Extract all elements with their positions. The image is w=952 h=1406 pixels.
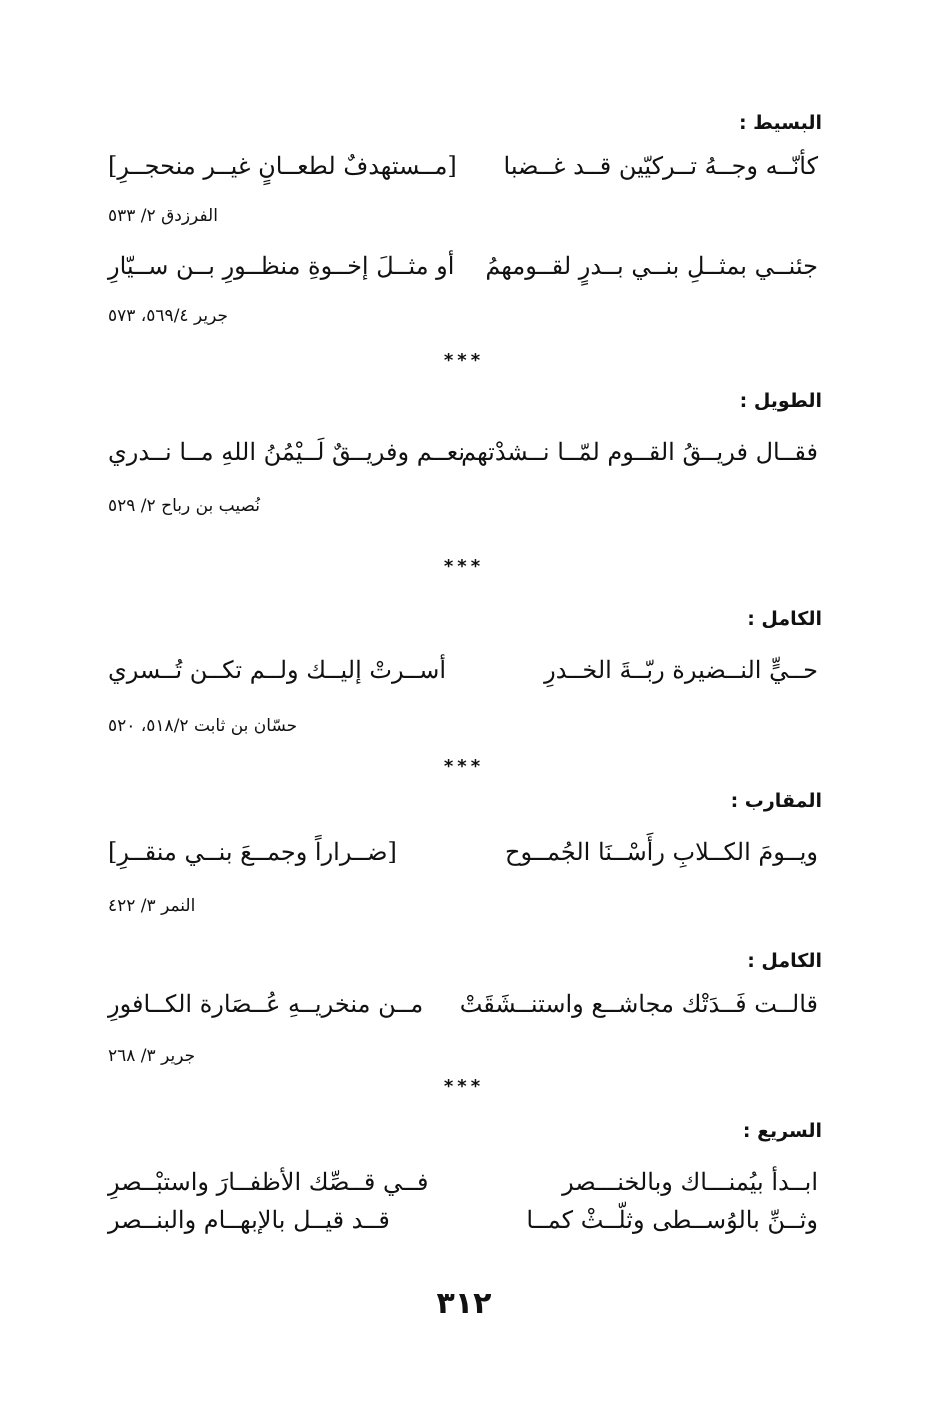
citation-text: النمر ٣/ ٤٢٢ [108, 896, 196, 916]
verse-second-hemistich: نعــم وفريــقٌ لَــيْمُنُ اللهِ مــا نــدري [108, 438, 465, 466]
citation-text: حسّان بن ثابت ٥١٨/٢، ٥٢٠ [108, 716, 298, 736]
verse-second-hemistich: [ضــراراً وجمــعَ بنــي منقــرِ] [108, 838, 397, 866]
verse-second-hemistich: مــن منخريــهِ عُــصَارة الكــافورِ [108, 990, 424, 1018]
citation [108, 496, 708, 516]
page-number: ٣١٢ [436, 1286, 492, 1321]
citation [108, 896, 708, 916]
verse-first-hemistich: فقــال فريــقُ القــوم لمّــا نــشدْتهم [461, 438, 818, 466]
verse-first-hemistich: ويــومَ الكــلابِ رأَسْــنَا الجُمــوح [505, 838, 818, 866]
meter-heading: الطويل : [739, 390, 822, 412]
verse-first-hemistich: قالــت فَــدَتْك مجاشــع واستنــشَقَتْ [459, 990, 818, 1018]
verse-first-hemistich: كأنّــه وجــهُ تــركيّين قــد غــضبا [503, 152, 818, 180]
verse-first-hemistich: جئنــي بمثــلِ بنــي بــدرٍ لقــومهمُ [485, 252, 818, 280]
section-separator: *** [443, 756, 485, 777]
verse-first-hemistich: وثــنِّ بالوُســطى وثلّــثْ كمــا [526, 1206, 818, 1234]
citation [108, 1046, 708, 1066]
citation [108, 306, 708, 326]
verse-second-hemistich: أو مثــلَ إخــوةِ منظــورِ بــن ســيّارِ [108, 252, 455, 280]
section-separator: *** [443, 1076, 485, 1097]
verse-first-hemistich: ابــدأ بيُمنـــاك وبالخنـــصر [562, 1168, 818, 1196]
meter-heading: الكامل : [747, 608, 822, 630]
citation-text: نُصيب بن رباح ٢/ ٥٢٩ [108, 496, 260, 516]
meter-heading: المقارب : [730, 790, 822, 812]
meter-heading: البسيط : [738, 112, 822, 134]
citation [108, 206, 708, 226]
verse-second-hemistich: [مــستهدفٌ لطعــانٍ غيــر منحجــرِ] [108, 152, 457, 180]
section-separator: *** [443, 350, 485, 371]
meter-heading: السريع : [742, 1120, 822, 1142]
verse-first-hemistich: حــيٍّ النــضيرة ربّــةَ الخــدرِ [544, 656, 818, 684]
verse-second-hemistich: أســرتْ إليــك ولــم تكــن تُــسري [108, 656, 447, 684]
verse-second-hemistich: قــد قيــل بالإبهــام والبنــصر [108, 1206, 390, 1234]
citation [108, 716, 708, 736]
citation-text: جرير ٣/ ٢٦٨ [108, 1046, 196, 1066]
section-separator: *** [443, 556, 485, 577]
meter-heading: الكامل : [747, 950, 822, 972]
citation-text: جرير ٥٦٩/٤، ٥٧٣ [108, 306, 228, 326]
verse-second-hemistich: فــي قــصِّك الأظفــارَ واستبْــصرِ [108, 1168, 429, 1196]
citation-text: الفرزدق ٢/ ٥٣٣ [108, 206, 218, 226]
